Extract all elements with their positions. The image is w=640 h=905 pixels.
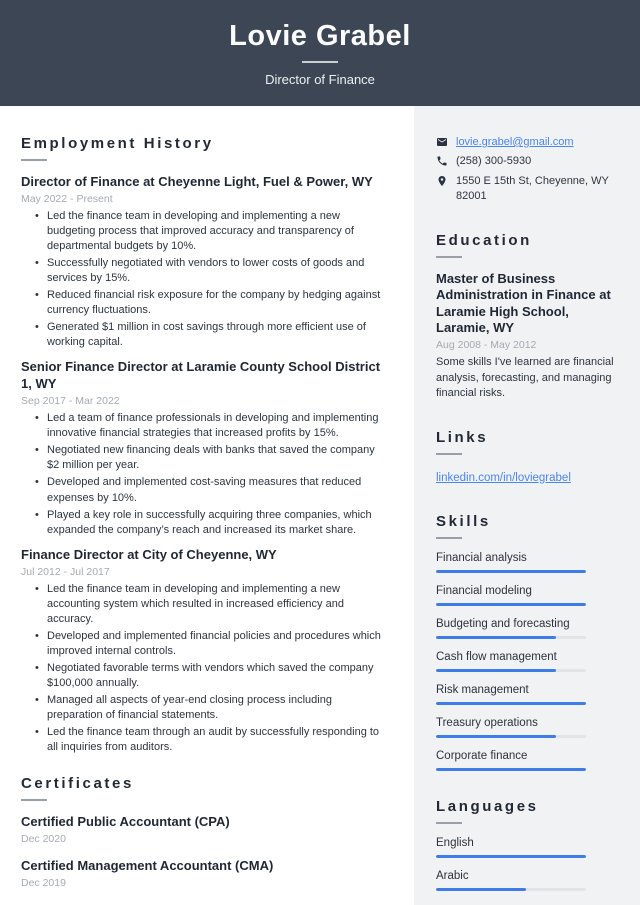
education-description: Some skills I've learned are financial analysis, forecasting, and managing financial risks. [436, 356, 614, 400]
heading-rule [436, 453, 462, 455]
job-title: Director of Finance at Cheyenne Light, Fuel & Power, WY [21, 174, 373, 189]
employment-history-section [21, 135, 390, 755]
job-bullet: • Played a key role in successfully acquiring three companies, which expanded the company’s reach and increased its market share. [35, 508, 390, 538]
job-dates: May 2022 - Present [21, 192, 113, 205]
languages-section [436, 798, 620, 891]
skill-item [436, 585, 620, 606]
job-bullet: • Successfully negotiated with vendors to lower costs of goods and services by 15%. [35, 256, 390, 286]
job-bullet: • Led the finance team through an audit by successfully responding to all inquiries from auditors. [35, 725, 390, 755]
contact-phone-row [436, 154, 620, 169]
skill-bar-track [436, 702, 586, 705]
heading-rule [436, 537, 462, 539]
education-heading: Education [436, 231, 532, 249]
skills-section [436, 513, 620, 771]
skill-bar-fill [436, 735, 556, 738]
job-bullet-list [21, 411, 390, 538]
person-name: Lovie Grabel [229, 19, 411, 52]
skill-item [436, 552, 620, 573]
resume-body [0, 106, 640, 905]
job-title: Senior Finance Director at Laramie County School District 1, WY [21, 359, 381, 392]
main-column [0, 106, 414, 905]
education-degree: Master of Business Administration in Finance at Laramie High School, Laramie, WY [436, 270, 611, 336]
email-link[interactable]: lovie.grabel@gmail.com [456, 136, 574, 148]
language-bar-track [436, 888, 586, 891]
job-entry [21, 174, 390, 350]
employment-history-heading: Employment History [21, 135, 214, 152]
certificate-title: Certified Public Accountant (CPA) [21, 814, 230, 830]
contact-email-row [436, 135, 620, 150]
job-dates: Sep 2017 - Mar 2022 [21, 395, 120, 408]
skill-label: Cash flow management [436, 650, 557, 663]
contact-address-row [436, 174, 620, 205]
language-item [436, 837, 620, 858]
heading-rule [436, 256, 462, 258]
job-bullet-list [21, 582, 390, 756]
contact-block [436, 135, 620, 205]
location-icon [436, 175, 448, 187]
links-section [436, 429, 620, 486]
skill-bar-track [436, 570, 586, 573]
job-bullet: • Reduced financial risk exposure for the company by hedging against currency fluctuations. [35, 288, 390, 318]
skill-item [436, 717, 620, 738]
languages-heading: Languages [436, 797, 539, 815]
language-bar-fill [436, 888, 526, 891]
heading-rule [21, 799, 47, 801]
education-dates: Aug 2008 - May 2012 [436, 339, 537, 352]
job-title: Finance Director at City of Cheyenne, WY [21, 546, 277, 562]
skill-label: Corporate finance [436, 749, 528, 762]
job-bullet: • Negotiated favorable terms with vendors which saved the company $100,000 annually. [35, 661, 390, 691]
job-bullet: • Negotiated new financing deals with banks that saved the company $2 million per year. [35, 443, 390, 473]
skill-item [436, 651, 620, 672]
skill-bar-track [436, 669, 586, 672]
skill-item [436, 618, 620, 639]
links-heading: Links [436, 428, 489, 446]
address-text: 1550 E 15th St, Cheyenne, WY 82001 [456, 174, 609, 203]
job-dates: Jul 2012 - Jul 2017 [21, 565, 110, 578]
skills-heading: Skills [436, 512, 491, 530]
skill-bar-fill [436, 636, 556, 639]
language-bar-track [436, 855, 586, 858]
job-entry [21, 547, 390, 756]
resume-header [0, 0, 640, 106]
job-bullet: • Led the finance team in developing and implementing a new budgeting process that improved accuracy and transparency of departmental budgets by 10%. [35, 209, 390, 254]
header-divider [302, 61, 338, 63]
phone-number: (258) 300-5930 [456, 155, 532, 168]
phone-icon [436, 155, 448, 167]
certificate-entry [21, 814, 390, 845]
certificate-title: Certified Management Accountant (CMA) [21, 858, 274, 874]
job-bullet: • Generated $1 million in cost savings through more efficient use of working capital. [35, 320, 390, 350]
skill-bar-fill [436, 702, 586, 705]
skill-bar-track [436, 735, 586, 738]
job-bullet-list [21, 209, 390, 351]
certificate-date: Dec 2019 [21, 877, 66, 890]
job-bullet: • Developed and implemented financial policies and procedures which improved internal controls. [35, 629, 390, 659]
skill-bar-fill [436, 603, 586, 606]
person-job-title: Director of Finance [265, 71, 375, 87]
language-label: Arabic [436, 869, 469, 882]
certificate-date: Dec 2020 [21, 833, 66, 846]
skill-bar-fill [436, 570, 586, 573]
job-bullet: • Managed all aspects of year-end closing process including preparation of financial statements. [35, 693, 390, 723]
language-label: English [436, 836, 474, 849]
language-item [436, 870, 620, 891]
certificate-entry [21, 858, 390, 889]
skill-bar-track [436, 768, 586, 771]
job-bullet: • Led the finance team in developing and implementing a new accounting system which resulted in increased efficiency and accuracy. [35, 582, 390, 627]
skill-bar-track [436, 636, 586, 639]
skill-item [436, 750, 620, 771]
job-entry [21, 359, 390, 537]
skill-label: Treasury operations [436, 716, 538, 729]
language-bar-fill [436, 855, 586, 858]
sidebar-column [414, 106, 640, 905]
skill-item [436, 684, 620, 705]
heading-rule [21, 159, 47, 161]
skill-label: Financial modeling [436, 584, 532, 597]
skill-bar-track [436, 603, 586, 606]
job-bullet: • Led a team of finance professionals in developing and implementing innovative financial strategies that increased profits by 15%. [35, 411, 390, 441]
email-icon [436, 136, 448, 148]
heading-rule [436, 822, 462, 824]
linkedin-link[interactable]: linkedin.com/in/loviegrabel [436, 471, 571, 484]
skill-label: Financial analysis [436, 551, 527, 564]
skill-label: Risk management [436, 683, 529, 696]
certificates-section [21, 775, 390, 889]
education-section [436, 232, 620, 402]
skill-bar-fill [436, 669, 556, 672]
skill-label: Budgeting and forecasting [436, 617, 570, 630]
skill-bar-fill [436, 768, 586, 771]
job-bullet: • Developed and implemented cost-saving measures that reduced expenses by 10%. [35, 475, 390, 505]
certificates-heading: Certificates [21, 775, 134, 793]
